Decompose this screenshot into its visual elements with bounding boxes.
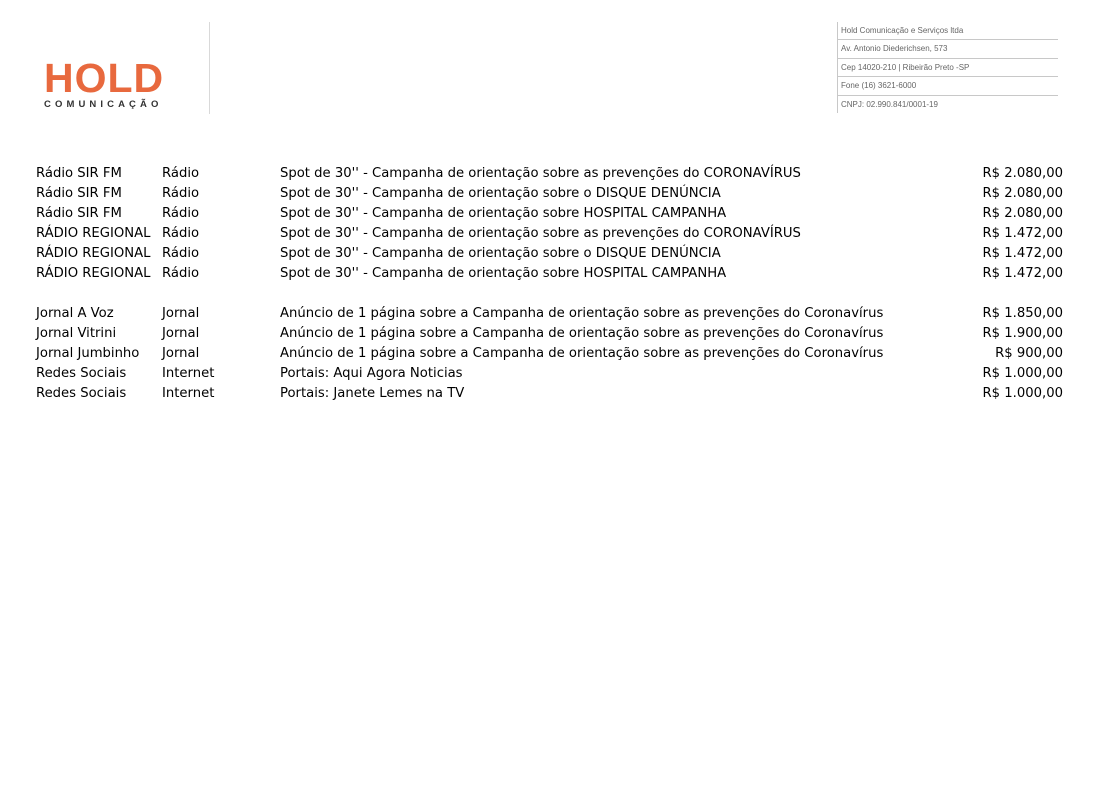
company-cep: Cep 14020-210 | Ribeirão Preto -SP <box>837 59 1058 77</box>
table-row <box>36 364 1063 384</box>
value-cell: R$ 1.000,00 <box>982 366 1063 381</box>
description-cell: Anúncio de 1 página sobre a Campanha de orientação sobre as prevenções do Coronavírus <box>280 306 884 321</box>
value-cell: R$ 1.900,00 <box>982 326 1063 341</box>
value-cell: R$ 2.080,00 <box>982 206 1063 221</box>
logo-tagline: COMUNICAÇÃO <box>44 99 163 110</box>
value-cell: R$ 1.000,00 <box>982 386 1063 401</box>
description-cell: Spot de 30'' - Campanha de orientação sobre as prevenções do CORONAVÍRUS <box>280 166 801 181</box>
vehicle-cell: Redes Sociais <box>36 366 127 381</box>
description-cell: Anúncio de 1 página sobre a Campanha de orientação sobre as prevenções do Coronavírus <box>280 326 884 341</box>
media-cell: Rádio <box>162 166 200 181</box>
vehicle-cell: Rádio SIR FM <box>36 166 122 181</box>
table-row <box>36 164 1063 184</box>
media-cell: Internet <box>162 366 215 381</box>
vehicle-cell: Rádio SIR FM <box>36 206 122 221</box>
media-cell: Jornal <box>162 326 200 341</box>
table-row <box>36 244 1063 264</box>
description-cell: Spot de 30'' - Campanha de orientação sobre as prevenções do CORONAVÍRUS <box>280 226 801 241</box>
media-cell: Rádio <box>162 226 200 241</box>
description-cell: Spot de 30'' - Campanha de orientação sobre HOSPITAL CAMPANHA <box>280 266 727 281</box>
vehicle-cell: RÁDIO REGIONAL <box>36 246 151 261</box>
table-row <box>36 304 1063 324</box>
media-cell: Rádio <box>162 206 200 221</box>
company-name: Hold Comunicação e Serviços ltda <box>837 22 1058 40</box>
value-cell: R$ 1.472,00 <box>982 246 1063 261</box>
description-cell: Portais: Aqui Agora Noticias <box>280 366 463 381</box>
media-cell: Jornal <box>162 306 200 321</box>
vehicle-cell: Jornal A Voz <box>36 306 114 321</box>
spacer-row <box>36 284 1063 304</box>
value-cell: R$ 2.080,00 <box>982 186 1063 201</box>
media-cell: Rádio <box>162 186 200 201</box>
company-address: Av. Antonio Diederichsen, 573 <box>837 40 1058 58</box>
vehicle-cell: Redes Sociais <box>36 386 127 401</box>
table-row <box>36 204 1063 224</box>
vehicle-cell: RÁDIO REGIONAL <box>36 266 151 281</box>
media-cell: Rádio <box>162 246 200 261</box>
value-cell: R$ 1.472,00 <box>982 226 1063 241</box>
hold-logo <box>44 55 194 110</box>
vehicle-cell: Jornal Jumbinho <box>36 346 140 361</box>
value-cell: R$ 2.080,00 <box>982 166 1063 181</box>
logo-wordmark: HOLD <box>44 55 165 101</box>
vehicle-cell: Rádio SIR FM <box>36 186 122 201</box>
company-info-box <box>837 22 1058 113</box>
media-items-table <box>36 164 1063 404</box>
table-row <box>36 184 1063 204</box>
vehicle-cell: Jornal Vitrini <box>36 326 117 341</box>
table-row <box>36 264 1063 284</box>
header-divider <box>209 22 210 114</box>
table-row <box>36 344 1063 364</box>
value-cell: R$ 1.850,00 <box>982 306 1063 321</box>
table-row <box>36 384 1063 404</box>
table-row <box>36 224 1063 244</box>
value-cell: R$ 1.472,00 <box>982 266 1063 281</box>
description-cell: Anúncio de 1 página sobre a Campanha de orientação sobre as prevenções do Coronavírus <box>280 346 884 361</box>
media-cell: Rádio <box>162 266 200 281</box>
description-cell: Spot de 30'' - Campanha de orientação sobre o DISQUE DENÚNCIA <box>280 186 721 201</box>
table-row <box>36 324 1063 344</box>
company-cnpj: CNPJ: 02.990.841/0001-19 <box>837 96 1058 113</box>
description-cell: Spot de 30'' - Campanha de orientação sobre HOSPITAL CAMPANHA <box>280 206 727 221</box>
description-cell: Portais: Janete Lemes na TV <box>280 386 465 401</box>
media-cell: Internet <box>162 386 215 401</box>
vehicle-cell: RÁDIO REGIONAL <box>36 226 151 241</box>
company-phone: Fone (16) 3621-6000 <box>837 77 1058 95</box>
media-cell: Jornal <box>162 346 200 361</box>
value-cell: R$ 900,00 <box>995 346 1063 361</box>
description-cell: Spot de 30'' - Campanha de orientação sobre o DISQUE DENÚNCIA <box>280 246 721 261</box>
